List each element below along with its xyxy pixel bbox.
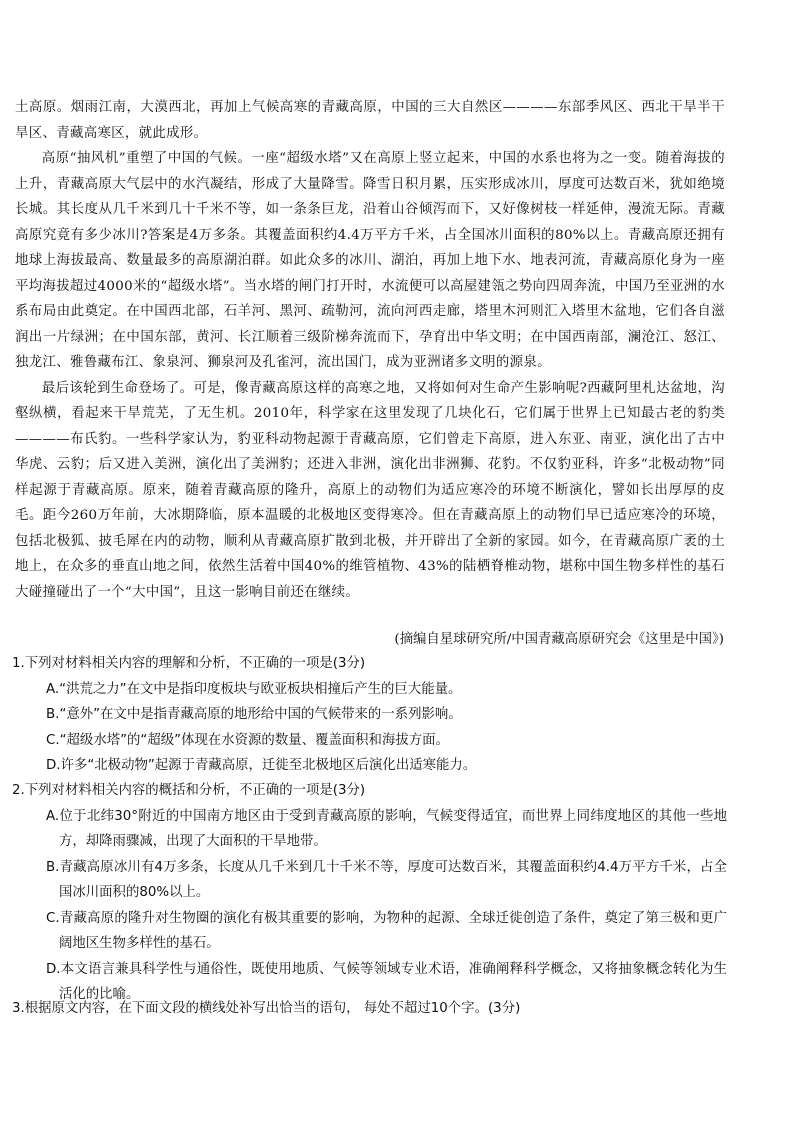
question-stem: 1.下列对材料相关内容的理解和分析，不正确的一项是(3分) — [12, 656, 366, 671]
option-d: D.许多“北极动物”起源于青藏高原，迁徙至北极地区后演化出适寒能力。 — [46, 758, 477, 773]
option-a: A.“洪荒之力”在文中是指印度板块与欧亚板块相撞后产生的巨大能量。 — [46, 681, 462, 697]
option-d: D.本文语言兼具科学性与通俗性，既使用地质、气候等领域专业术语，准确阐释科学概念，又将抽象概念转化为生活化的比喻。 — [46, 961, 727, 1002]
question-1 — [12, 651, 727, 779]
option-c: C.青藏高原的隆升对生物圈的演化有极其重要的影响，为物种的起源、全球迁徙创造了条件，奠定了第三极和更广阔地区生物多样性的基石。 — [46, 910, 727, 951]
passage-source: (摘编自星球研究所/中国青藏高原研究会《这里是中国》) — [394, 632, 724, 647]
question-stem: 2.下列对材料相关内容的概括和分析，不正确的一项是(3分) — [12, 783, 366, 798]
reading-passage — [15, 95, 725, 605]
option-a: A.位于北纬30°附近的中国南方地区由于受到青藏高原的影响，气候变得适宜，而世界上同纬度地区的其他一些地方，却降雨骤减，出现了大面积的干旱地带。 — [46, 808, 727, 849]
option-c: C.“超级水塔”的“超级”体现在水资源的数量、覆盖面积和海拔方面。 — [46, 732, 449, 748]
question-2 — [12, 778, 727, 1008]
question-stem: 3.根据原文内容，在下面文段的横线处补写出恰当的语句， 每处不超过10个字。(3分) — [12, 1001, 521, 1016]
question-3 — [12, 996, 727, 1022]
passage-paragraph-3: 最后该轮到生命登场了。可是，像青藏高原这样的高寒之地，又将如何对生命产生影响呢?西藏阿里札达盆地，沟壑纵横，看起来干旱荒芜，了无生机。2010年，科学家在这里发现了几块化石，它们属于世界上已知最古老的豹类————布氏豹。一些科学家认为，豹亚科动物起源于青藏高原，它们曾走下高原，进入东亚、南亚，演化出了古中华虎、云豹；后又进入美洲，演化出了美洲豹；还进入非洲，演化出非洲狮、花豹。不仅豹亚科，许多“北极动物”同样起源于青藏高原。原来，随着青藏高原的隆升，高原上的动物们为适应寒冷的环境不断演化，譬如长出厚厚的皮毛。距今260万年前，大冰期降临，原本温暖的北极地区变得寒冷。但在青藏高原上的动物们早已适应寒冷的环境，包括北极狐、披毛犀在内的动物，顺利从青藏高原扩散到北极，并开辟出了全新的家园。如今，在青藏高原广袤的土地上，在众多的垂直山地之间，依然生活着中国40%的维管植物、43%的陆栖脊椎动物，堪称中国生物多样性的基石大碰撞碰出了一个“大中国”，且这一影响目前还在继续。 — [15, 380, 725, 600]
passage-paragraph-1: 土高原。烟雨江南，大漠西北，再加上气候高寒的青藏高原，中国的三大自然区————东部季风区、西北干旱半干旱区、青藏高寒区，就此成形。 — [15, 100, 725, 141]
option-b: B.青藏高原冰川有4万多条，长度从几千米到几十千米不等，厚度可达数百米，其覆盖面积约4.4万平方千米，占全国冰川面积的80%以上。 — [46, 859, 727, 900]
option-b: B.“意外”在文中是指青藏高原的地形给中国的气候带来的一系列影响。 — [46, 707, 462, 722]
passage-paragraph-2: 高原“抽风机”重塑了中国的气候。一座“超级水塔”又在高原上竖立起来，中国的水系也将为之一变。随着海拔的上升，青藏高原大气层中的水汽凝结，形成了大量降雪。降雪日积月累，压实形成冰川，厚度可达数百米，犹如绝境长城。其长度从几千米到几十千米不等，如一条条巨龙，沿着山谷倾泻而下，又好像树枝一样延伸，漫流无际。青藏高原究竟有多少冰川?答案是4万多条。其覆盖面积约4.4万平方千米，占全国冰川面积的80%以上。青藏高原还拥有地球上海拔最高、数量最多的高原湖泊群。如此众多的冰川、湖泊，再加上地下水、地表河流，青藏高原化身为一座平均海拔超过4000米的“超级水塔”。当水塔的闸门打开时，水流便可以高屋建瓴之势向四周奔流，中国乃至亚洲的水系布局由此奠定。在中国西北部，石羊河、黑河、疏勒河，流向河西走廊，塔里木河则汇入塔里木盆地，它们各自滋润出一片绿洲；在中国东部，黄河、长江顺着三级阶梯奔流而下，孕育出中华文明；在中国西南部，澜沧江、怒江、独龙江、雅鲁藏布江、象泉河、狮泉河及孔雀河，流出国门，成为亚洲诸多文明的源泉。 — [15, 151, 725, 370]
